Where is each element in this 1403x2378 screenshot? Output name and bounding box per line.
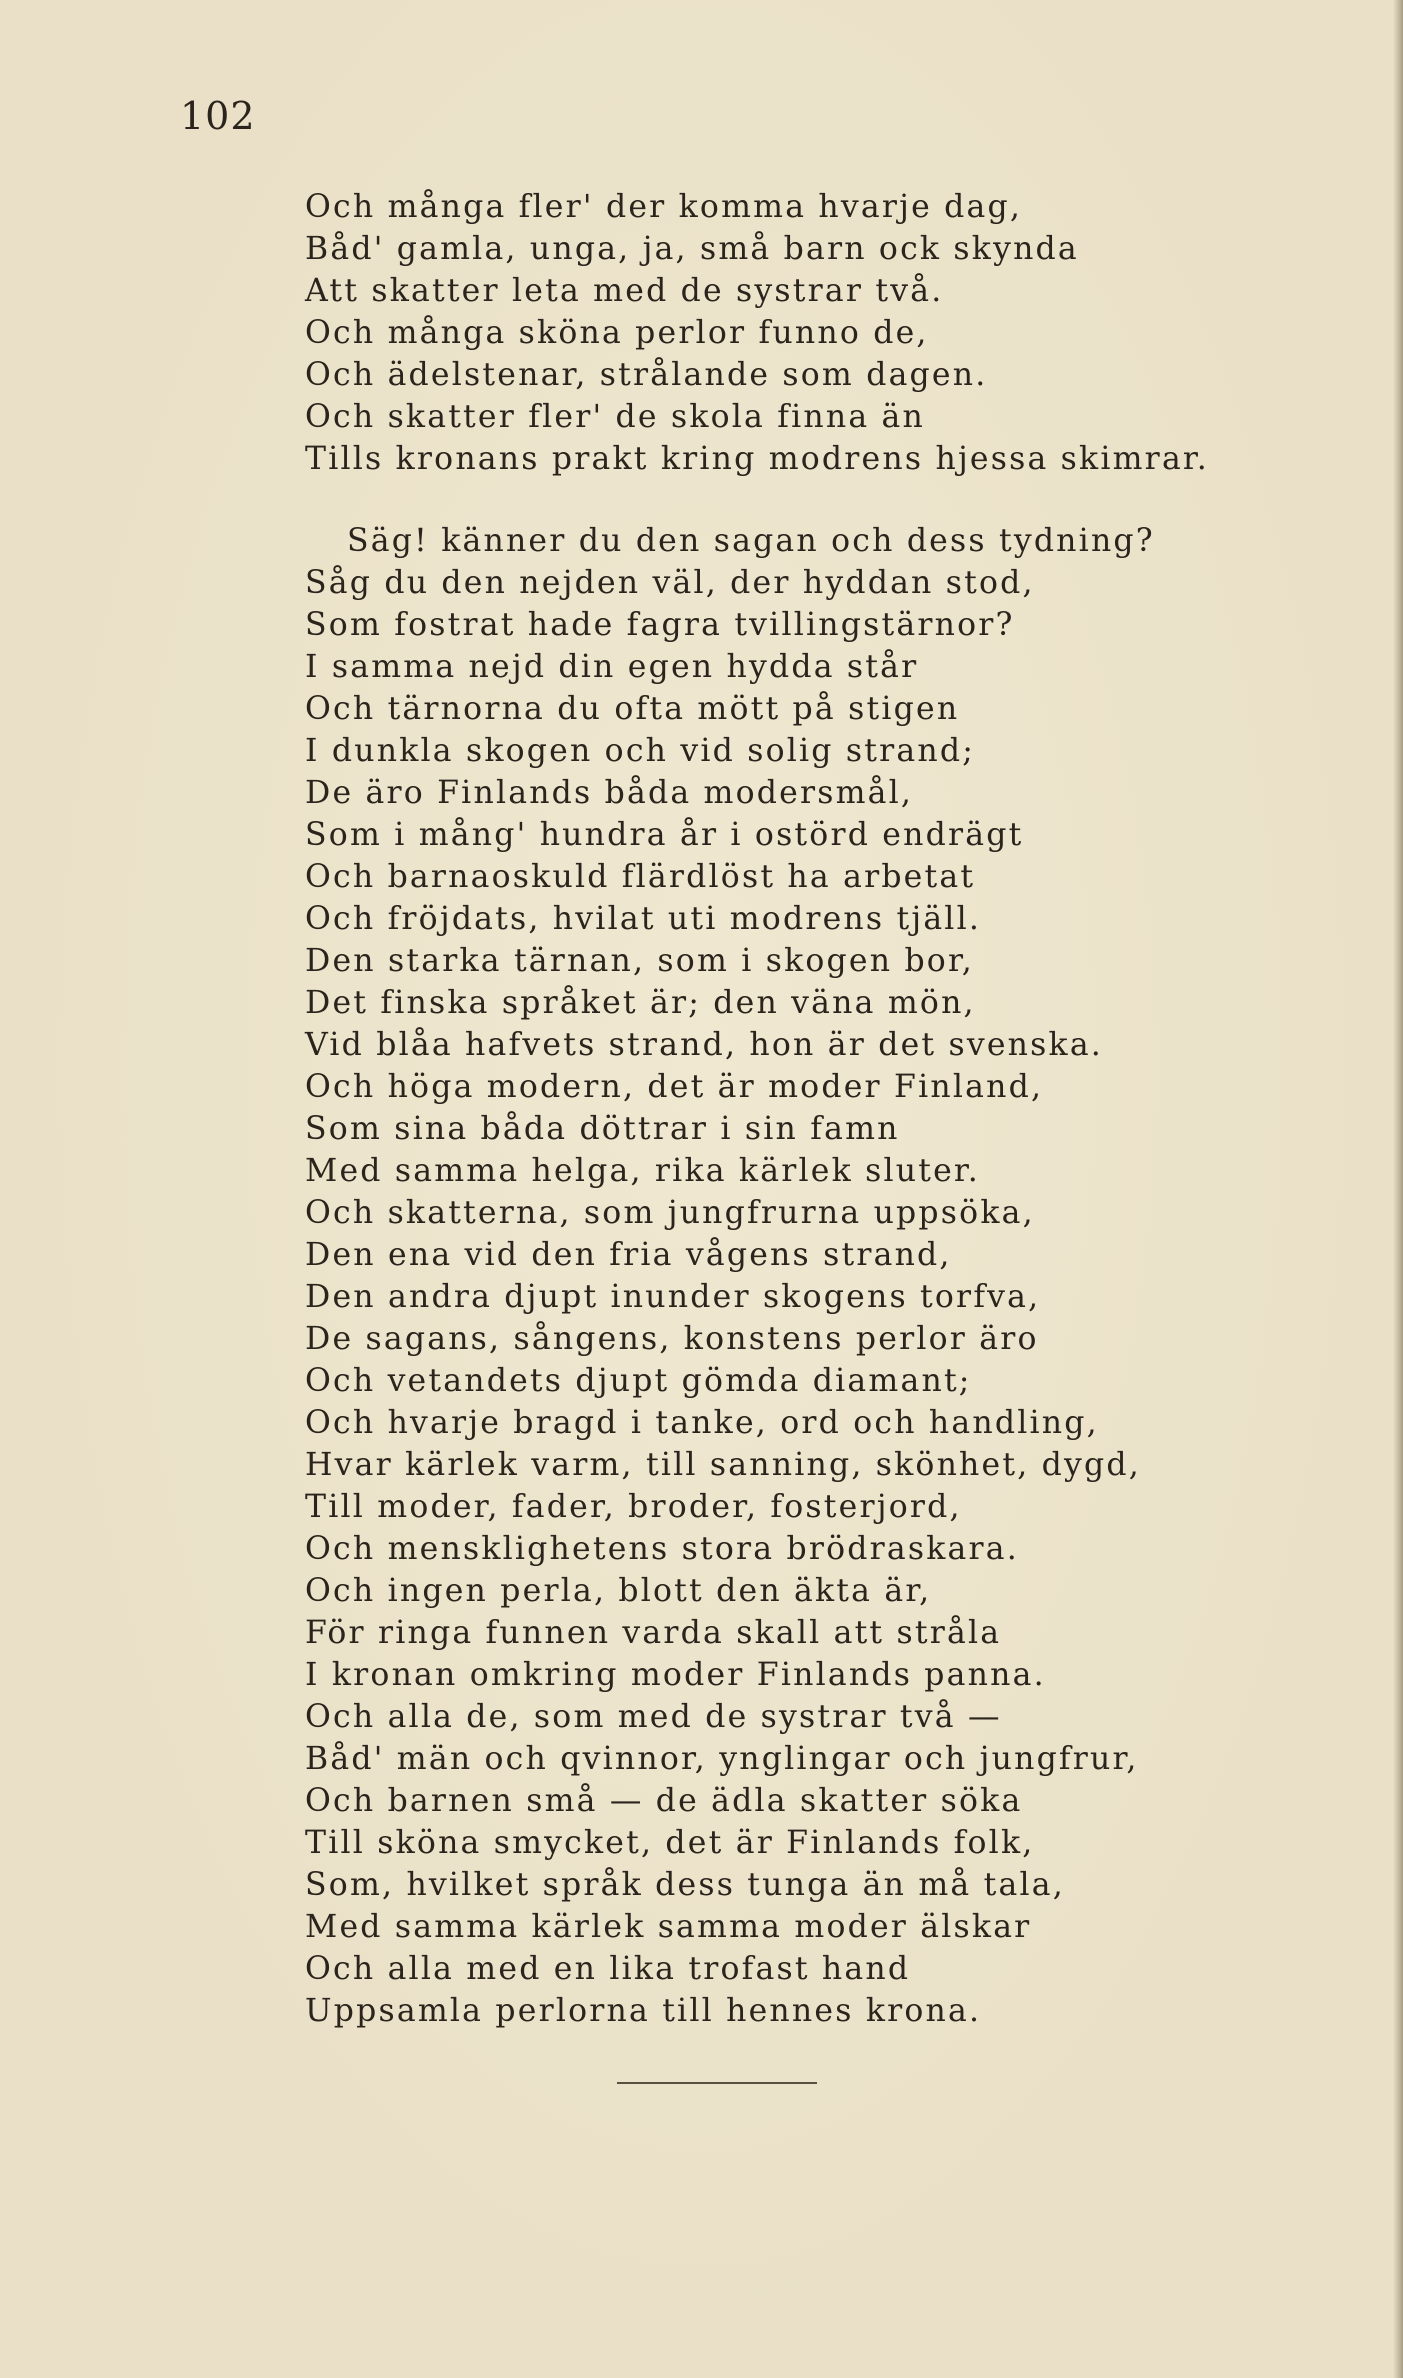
page-number: 102 xyxy=(180,94,256,138)
poem-line: Tills kronans prakt kring modrens hjessa skimrar. xyxy=(305,441,1209,477)
poem-line: Och alla med en lika trofast hand xyxy=(305,1951,911,1987)
poem-line: Den andra djupt inunder skogens torfva, xyxy=(305,1279,1041,1315)
poem-line: För ringa funnen varda skall att stråla xyxy=(305,1615,1002,1651)
poem-line: Och ädelstenar, strålande som dagen. xyxy=(305,357,988,393)
end-rule xyxy=(617,2082,817,2084)
poem-line: Att skatter leta med de systrar två. xyxy=(305,273,944,309)
poem-line: Uppsamla perlorna till hennes krona. xyxy=(305,1993,982,2029)
poem-line: I samma nejd din egen hydda står xyxy=(305,649,919,685)
poem-line: Som, hvilket språk dess tunga än må tala, xyxy=(305,1867,1065,1903)
poem-line: Och hvarje bragd i tanke, ord och handling, xyxy=(305,1405,1099,1441)
poem-line: Båd' gamla, unga, ja, små barn ock skynda xyxy=(305,231,1079,267)
poem-line: De äro Finlands båda modersmål, xyxy=(305,775,914,811)
poem-line: Och barnen små — de ädla skatter söka xyxy=(305,1783,1023,1819)
poem-line: I kronan omkring moder Finlands panna. xyxy=(305,1657,1046,1693)
poem-line: I dunkla skogen och vid solig strand; xyxy=(305,733,976,769)
poem-line: Och ingen perla, blott den äkta är, xyxy=(305,1573,932,1609)
poem-line: Hvar kärlek varm, till sanning, skönhet, dygd, xyxy=(305,1447,1141,1483)
poem-line: Och tärnorna du ofta mött på stigen xyxy=(305,691,960,727)
poem-line: Och skatter fler' de skola finna än xyxy=(305,399,926,435)
poem-line: Och många fler' der komma hvarje dag, xyxy=(305,189,1023,225)
poem-line: Och skatterna, som jungfrurna uppsöka, xyxy=(305,1195,1035,1231)
stanza-1 xyxy=(305,186,1305,480)
poem-line: Båd' män och qvinnor, ynglingar och jungfrur, xyxy=(305,1741,1139,1777)
poem-line: Till moder, fader, broder, fosterjord, xyxy=(305,1489,962,1525)
poem-line: Med samma kärlek samma moder älskar xyxy=(305,1909,1032,1945)
poem-line: Som sina båda döttrar i sin famn xyxy=(305,1111,900,1147)
poem-line: Såg du den nejden väl, der hyddan stod, xyxy=(305,565,1035,601)
poem-line: Och barnaoskuld flärdlöst ha arbetat xyxy=(305,859,976,895)
poem-line: Till sköna smycket, det är Finlands folk, xyxy=(305,1825,1035,1861)
poem-line: Som fostrat hade fagra tvillingstärnor? xyxy=(305,607,1015,643)
poem-line: Den starka tärnan, som i skogen bor, xyxy=(305,943,974,979)
poem-line: Och alla de, som med de systrar två — xyxy=(305,1699,1002,1735)
stanza-2 xyxy=(305,520,1305,2032)
poem-line: Det finska språket är; den väna mön, xyxy=(305,985,976,1021)
page-edge-shadow xyxy=(1393,0,1403,2378)
poem-line: Säg! känner du den sagan och dess tydning? xyxy=(347,523,1155,559)
poem-line: De sagans, sångens, konstens perlor äro xyxy=(305,1321,1039,1357)
poem-line: Och mensklighetens stora brödraskara. xyxy=(305,1531,1019,1567)
poem-line: Och vetandets djupt gömda diamant; xyxy=(305,1363,972,1399)
poem-line: Och höga modern, det är moder Finland, xyxy=(305,1069,1044,1105)
poem-line: Och fröjdats, hvilat uti modrens tjäll. xyxy=(305,901,982,937)
poem-line: Med samma helga, rika kärlek sluter. xyxy=(305,1153,980,1189)
poem-line: Och många sköna perlor funno de, xyxy=(305,315,929,351)
poem-line: Den ena vid den fria vågens strand, xyxy=(305,1237,952,1273)
poem-line: Som i mång' hundra år i ostörd endrägt xyxy=(305,817,1024,853)
poem-line: Vid blåa hafvets strand, hon är det svenska. xyxy=(305,1027,1104,1063)
